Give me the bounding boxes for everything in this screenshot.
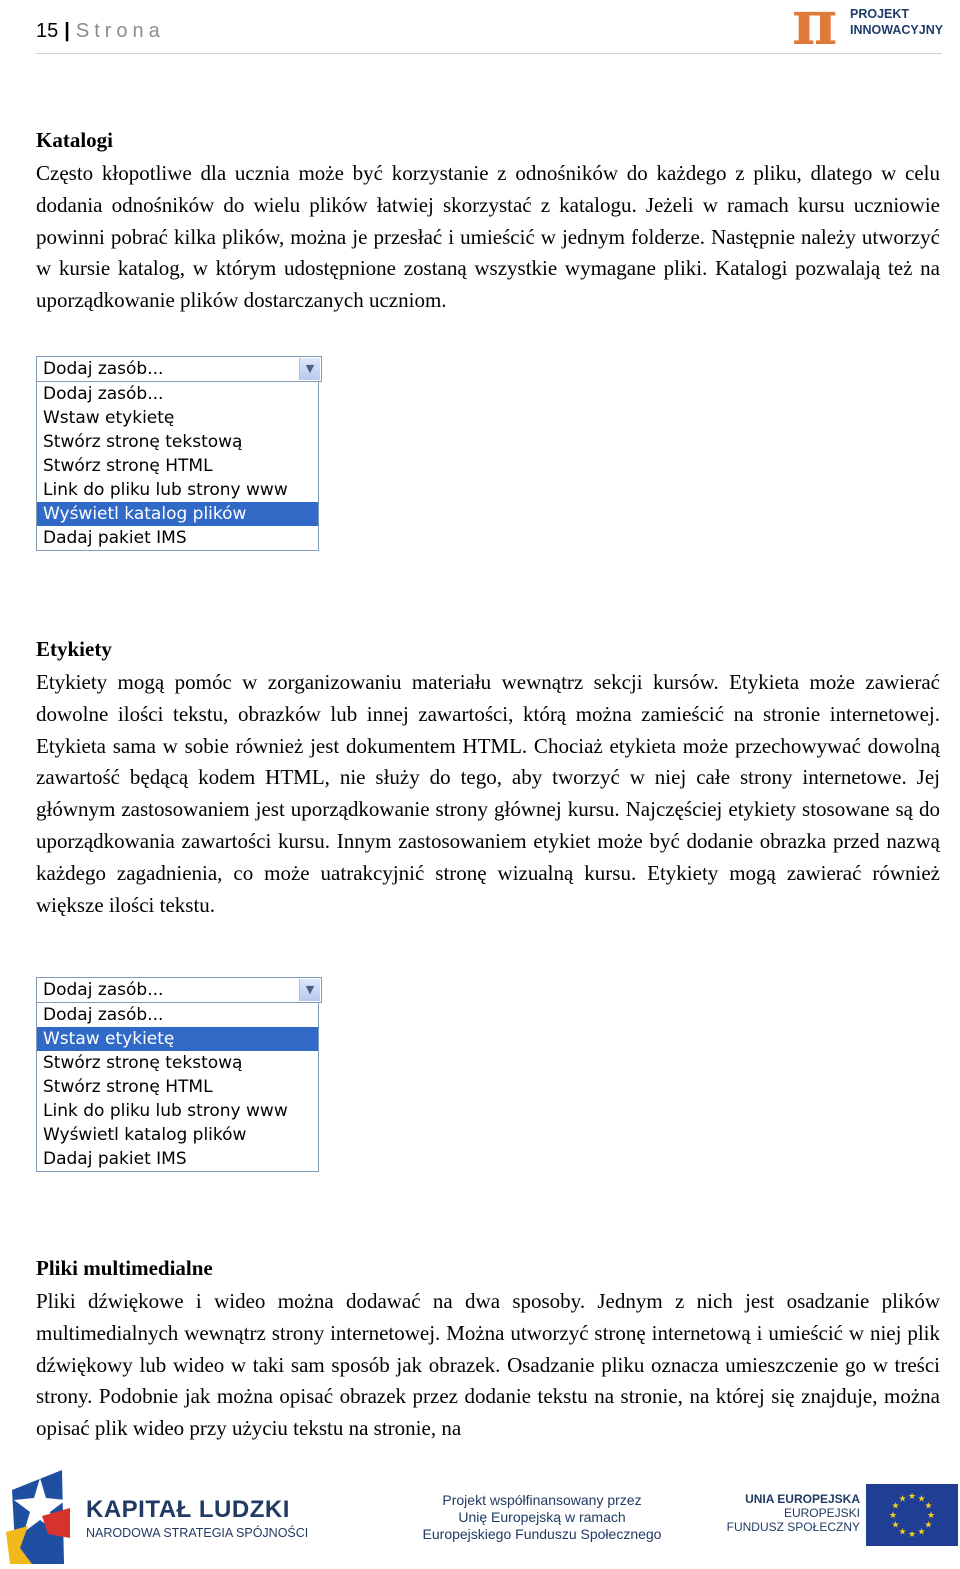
eu-star-icon: ★ [917,1526,926,1537]
eu-flag-icon [866,1484,958,1546]
eu-star-icon: ★ [907,1491,917,1501]
page-footer [0,1462,960,1569]
dropdown-option[interactable]: Wstaw etykietę [43,408,175,428]
paragraph-katalogi: Często kłopotliwe dla ucznia może być korzystanie z odnośników do każdego z pliku, dlatego w celu dodania odnośników do wielu plików łatwiej skorzystać z katalogu. Jeżeli w ramach kursu uczniowie powinni pobrać kilka plików, można je przesłać i umieścić w jednym folderze. Następnie należy utworzyć w kursie katalog, w którym udostępnione zostaną wszystkie wymagane pliki. Katalogi pozwalają też na uporządkowanie plików dostarczanych uczniom. [36,161,940,313]
section-title-katalogi: Katalogi [36,128,113,152]
eu-line-2: EUROPEJSKI [783,1506,860,1520]
dropdown-option[interactable]: Stwórz stronę HTML [43,456,213,476]
cofin-line-1: Projekt współfinansowany przez [442,1492,642,1508]
eu-star-icon: ★ [898,1493,907,1504]
cofin-line-3: Europejskiego Funduszu Społecznego [422,1526,662,1542]
dropdown-option[interactable]: Dadaj pakiet IMS [43,1149,187,1169]
eu-line-3: FUNDUSZ SPOŁECZNY [726,1520,860,1534]
section-title-etykiety: Etykiety [36,637,112,661]
paragraph-etykiety: Etykiety mogą pomóc w zorganizowaniu materiału wewnątrz sekcji kursów. Etykieta może zawierać dowolne ilości tekstu, obrazków lub innej zawartości, którą można zamieścić na stronie internetowej. Etykieta sama w sobie również jest dokumentem HTML. Chociaż etykieta może przechowywać dowolną zawartość będącą kodem HTML, nie służy do tego, aby tworzyć w niej całe strony internetowe. Jej głównym zastosowaniem jest uporządkowanie strony głównej kursu. Najczęściej etykiety stosowane są do uporządkowania zawartości kursu. Innym zastosowaniem etykiet może być dodanie obrazka przed nazwą każdego zagadnienia, co może uatrakcyjnić stronę wizualną kursu. Etykiety mogą zawierać również większe ilości tekstu. [36,670,940,917]
kapital-ludzki-logo-icon [6,1468,70,1564]
eu-star-icon: ★ [917,1493,926,1504]
dropdown-option[interactable]: Link do pliku lub strony www [43,480,288,500]
paragraph-multimedia: Pliki dźwiękowe i wideo można dodawać na dwa sposoby. Jednym z nich jest osadzanie plików multimedialnych wewnątrz strony internetowej. Można utworzyć stronę internetową i umieścić w niej plik dźwiękowy lub wideo w taki sam sposób jak obrazek. Osadzanie pliku oznacza umieszczenie go w treści strony. Podobnie jak można opisać obrazek przez dodanie tekstu na stronie, na której się znajduje, można opisać plik wideo przy użyciu tekstu na stronie, na [36,1289,940,1441]
chevron-down-icon[interactable]: ▼ [299,358,320,380]
eu-star-icon: ★ [898,1526,907,1537]
dropdown-options-list [36,1003,319,1172]
dropdown-option[interactable]: Dodaj zasób... [43,384,164,404]
kapital-ludzki-subtitle: NARODOWA STRATEGIA SPÓJNOŚCI [86,1526,309,1540]
page-header [36,20,165,43]
dropdown-option[interactable]: Wstaw etykietę [37,1027,318,1051]
page-number: 15 [36,20,59,42]
eu-star-icon: ★ [924,1500,933,1511]
logo-line-1: PROJEKT [850,7,910,21]
pi-icon: π [792,0,838,59]
dropdown-option[interactable]: Dodaj zasób... [43,1005,164,1025]
eu-star-icon: ★ [888,1510,898,1520]
projekt-innowacyjny-logo [790,0,950,59]
dropdown-option[interactable]: Dadaj pakiet IMS [43,528,187,548]
dropdown-selected-value: Dodaj zasób... [43,359,164,379]
cofinancing-note [392,1492,692,1543]
dropdown-select[interactable] [36,977,322,1003]
dropdown-option[interactable]: Wyświetl katalog plików [43,1125,247,1145]
eu-star-icon: ★ [891,1519,900,1530]
dropdown-selected-value: Dodaj zasób... [43,980,164,1000]
resource-dropdown-1[interactable] [36,356,322,551]
dropdown-option[interactable]: Stwórz stronę tekstową [43,1053,243,1073]
dropdown-options-list [36,382,319,551]
dropdown-option[interactable]: Stwórz stronę HTML [43,1077,213,1097]
chevron-down-icon[interactable]: ▼ [299,979,320,1001]
eu-line-1: UNIA EUROPEJSKA [745,1492,860,1506]
page-separator: | [64,20,70,42]
dropdown-option[interactable]: Wyświetl katalog plików [37,502,318,526]
logo-line-2: INNOWACYJNY [850,23,944,37]
kapital-ludzki-title: KAPITAŁ LUDZKI [86,1496,290,1523]
page-label: Strona [75,20,165,42]
eu-fund-label [720,1492,860,1534]
dropdown-select[interactable] [36,356,322,382]
eu-star-icon: ★ [907,1529,917,1539]
eu-star-icon: ★ [924,1519,933,1530]
resource-dropdown-2[interactable] [36,977,322,1172]
eu-star-icon: ★ [926,1510,936,1520]
logo-text [850,6,943,38]
section-title-multimedia: Pliki multimedialne [36,1256,213,1280]
dropdown-option[interactable]: Link do pliku lub strony www [43,1101,288,1121]
cofin-line-2: Unię Europejską w ramach [458,1509,626,1525]
eu-star-icon: ★ [891,1500,900,1511]
dropdown-option[interactable]: Stwórz stronę tekstową [43,432,243,452]
